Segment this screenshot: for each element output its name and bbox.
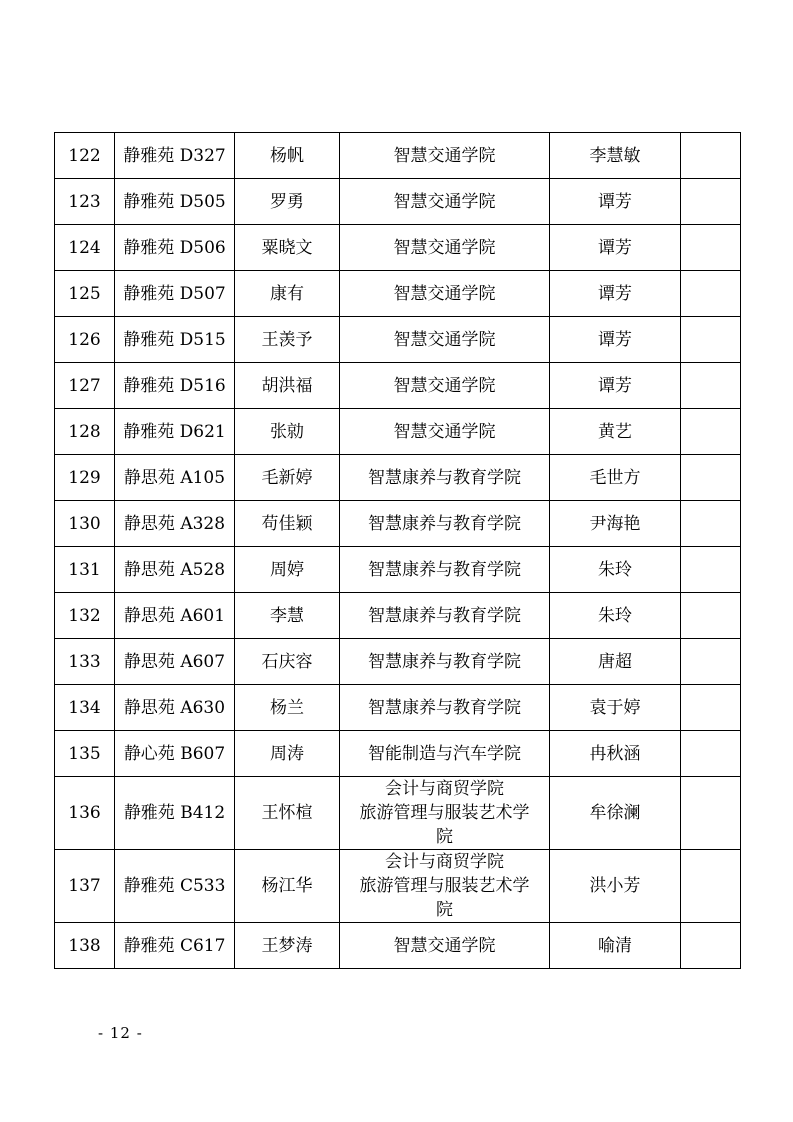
cell-number: 138 — [55, 923, 115, 969]
cell-note — [681, 685, 741, 731]
college-line: 旅游管理与服装艺术学 — [359, 876, 530, 896]
cell-college — [340, 547, 550, 593]
cell-college — [340, 593, 550, 639]
cell-room: 静思苑 A528 — [115, 547, 235, 593]
table-row — [55, 317, 741, 363]
cell-note — [681, 850, 741, 923]
table-row — [55, 731, 741, 777]
table-row — [55, 133, 741, 179]
college-line: 旅游管理与服装艺术学 — [359, 803, 530, 823]
cell-college — [340, 777, 550, 850]
cell-advisor: 袁于婷 — [550, 685, 681, 731]
cell-number: 128 — [55, 409, 115, 455]
cell-advisor: 谭芳 — [550, 225, 681, 271]
cell-room: 静雅苑 C533 — [115, 850, 235, 923]
cell-name: 周婷 — [235, 547, 340, 593]
cell-college — [340, 731, 550, 777]
college-line: 智能制造与汽车学院 — [368, 743, 521, 764]
cell-note — [681, 317, 741, 363]
cell-note — [681, 547, 741, 593]
cell-number: 137 — [55, 850, 115, 923]
cell-college — [340, 639, 550, 685]
cell-name: 王羡予 — [235, 317, 340, 363]
cell-room: 静心苑 B607 — [115, 731, 235, 777]
cell-name: 李慧 — [235, 593, 340, 639]
cell-number: 123 — [55, 179, 115, 225]
cell-college — [340, 685, 550, 731]
cell-college — [340, 363, 550, 409]
cell-number: 134 — [55, 685, 115, 731]
college-line: 智慧交通学院 — [393, 237, 496, 258]
cell-advisor: 谭芳 — [550, 179, 681, 225]
cell-advisor: 朱玲 — [550, 593, 681, 639]
cell-number: 130 — [55, 501, 115, 547]
cell-advisor: 李慧敏 — [550, 133, 681, 179]
cell-college — [340, 923, 550, 969]
cell-note — [681, 271, 741, 317]
cell-note — [681, 639, 741, 685]
cell-name: 康有 — [235, 271, 340, 317]
college-line: 智慧康养与教育学院 — [368, 697, 521, 718]
table-row — [55, 501, 741, 547]
cell-note — [681, 179, 741, 225]
cell-room: 静雅苑 D515 — [115, 317, 235, 363]
college-line: 院 — [436, 827, 453, 847]
college-line: 智慧交通学院 — [393, 375, 496, 396]
cell-room: 静思苑 A630 — [115, 685, 235, 731]
cell-name: 胡洪福 — [235, 363, 340, 409]
table-row — [55, 547, 741, 593]
cell-name: 杨江华 — [235, 850, 340, 923]
cell-name: 粟晓文 — [235, 225, 340, 271]
cell-number: 133 — [55, 639, 115, 685]
cell-name: 张勍 — [235, 409, 340, 455]
cell-number: 129 — [55, 455, 115, 501]
cell-advisor: 谭芳 — [550, 271, 681, 317]
cell-advisor: 洪小芳 — [550, 850, 681, 923]
table-row — [55, 455, 741, 501]
table-row — [55, 271, 741, 317]
cell-note — [681, 225, 741, 271]
cell-advisor: 谭芳 — [550, 317, 681, 363]
cell-college — [340, 850, 550, 923]
table-row — [55, 850, 741, 923]
cell-note — [681, 455, 741, 501]
cell-advisor: 黄艺 — [550, 409, 681, 455]
cell-number: 132 — [55, 593, 115, 639]
cell-room: 静雅苑 D516 — [115, 363, 235, 409]
college-line: 智慧康养与教育学院 — [368, 651, 521, 672]
table-row — [55, 363, 741, 409]
college-line: 智慧康养与教育学院 — [368, 513, 521, 534]
cell-college — [340, 179, 550, 225]
table-row — [55, 225, 741, 271]
roster-body — [55, 133, 741, 969]
cell-advisor: 冉秋涵 — [550, 731, 681, 777]
cell-advisor: 尹海艳 — [550, 501, 681, 547]
cell-room: 静雅苑 D327 — [115, 133, 235, 179]
cell-advisor: 唐超 — [550, 639, 681, 685]
college-line: 智慧交通学院 — [393, 145, 496, 166]
cell-note — [681, 363, 741, 409]
cell-name: 毛新婷 — [235, 455, 340, 501]
college-line: 智慧康养与教育学院 — [368, 559, 521, 580]
cell-room: 静雅苑 C617 — [115, 923, 235, 969]
college-line: 院 — [436, 900, 453, 920]
cell-advisor: 牟徐澜 — [550, 777, 681, 850]
table-row — [55, 593, 741, 639]
page-number: - 12 - — [98, 1024, 143, 1042]
cell-room: 静思苑 A601 — [115, 593, 235, 639]
cell-number: 136 — [55, 777, 115, 850]
dormitory-roster-table — [54, 132, 741, 969]
cell-number: 125 — [55, 271, 115, 317]
cell-college — [340, 317, 550, 363]
cell-room: 静雅苑 D505 — [115, 179, 235, 225]
cell-number: 127 — [55, 363, 115, 409]
table-row — [55, 777, 741, 850]
cell-advisor: 毛世方 — [550, 455, 681, 501]
cell-name: 苟佳颖 — [235, 501, 340, 547]
cell-room: 静思苑 A328 — [115, 501, 235, 547]
cell-room: 静雅苑 D621 — [115, 409, 235, 455]
cell-note — [681, 501, 741, 547]
cell-college — [340, 501, 550, 547]
cell-college — [340, 271, 550, 317]
college-line: 智慧交通学院 — [393, 329, 496, 350]
college-line: 会计与商贸学院 — [385, 779, 504, 799]
college-line: 智慧康养与教育学院 — [368, 467, 521, 488]
table-row — [55, 179, 741, 225]
cell-note — [681, 409, 741, 455]
college-line: 智慧交通学院 — [393, 421, 496, 442]
college-line: 会计与商贸学院 — [385, 852, 504, 872]
cell-number: 122 — [55, 133, 115, 179]
cell-number: 135 — [55, 731, 115, 777]
table-row — [55, 639, 741, 685]
cell-college — [340, 409, 550, 455]
table-row — [55, 409, 741, 455]
college-line: 智慧交通学院 — [393, 283, 496, 304]
table-row — [55, 923, 741, 969]
cell-note — [681, 777, 741, 850]
cell-name: 杨兰 — [235, 685, 340, 731]
college-line: 智慧交通学院 — [393, 935, 496, 956]
cell-number: 124 — [55, 225, 115, 271]
table-row — [55, 685, 741, 731]
cell-note — [681, 731, 741, 777]
cell-name: 王怀楦 — [235, 777, 340, 850]
cell-name: 杨帆 — [235, 133, 340, 179]
cell-college — [340, 225, 550, 271]
cell-room: 静思苑 A105 — [115, 455, 235, 501]
cell-number: 126 — [55, 317, 115, 363]
cell-advisor: 喻清 — [550, 923, 681, 969]
cell-name: 石庆容 — [235, 639, 340, 685]
cell-room: 静雅苑 D506 — [115, 225, 235, 271]
cell-name: 罗勇 — [235, 179, 340, 225]
cell-number: 131 — [55, 547, 115, 593]
cell-name: 王梦涛 — [235, 923, 340, 969]
cell-room: 静思苑 A607 — [115, 639, 235, 685]
college-line: 智慧康养与教育学院 — [368, 605, 521, 626]
college-line: 智慧交通学院 — [393, 191, 496, 212]
cell-room: 静雅苑 B412 — [115, 777, 235, 850]
cell-note — [681, 593, 741, 639]
cell-college — [340, 133, 550, 179]
cell-name: 周涛 — [235, 731, 340, 777]
cell-college — [340, 455, 550, 501]
cell-advisor: 朱玲 — [550, 547, 681, 593]
cell-advisor: 谭芳 — [550, 363, 681, 409]
cell-note — [681, 133, 741, 179]
cell-room: 静雅苑 D507 — [115, 271, 235, 317]
cell-note — [681, 923, 741, 969]
